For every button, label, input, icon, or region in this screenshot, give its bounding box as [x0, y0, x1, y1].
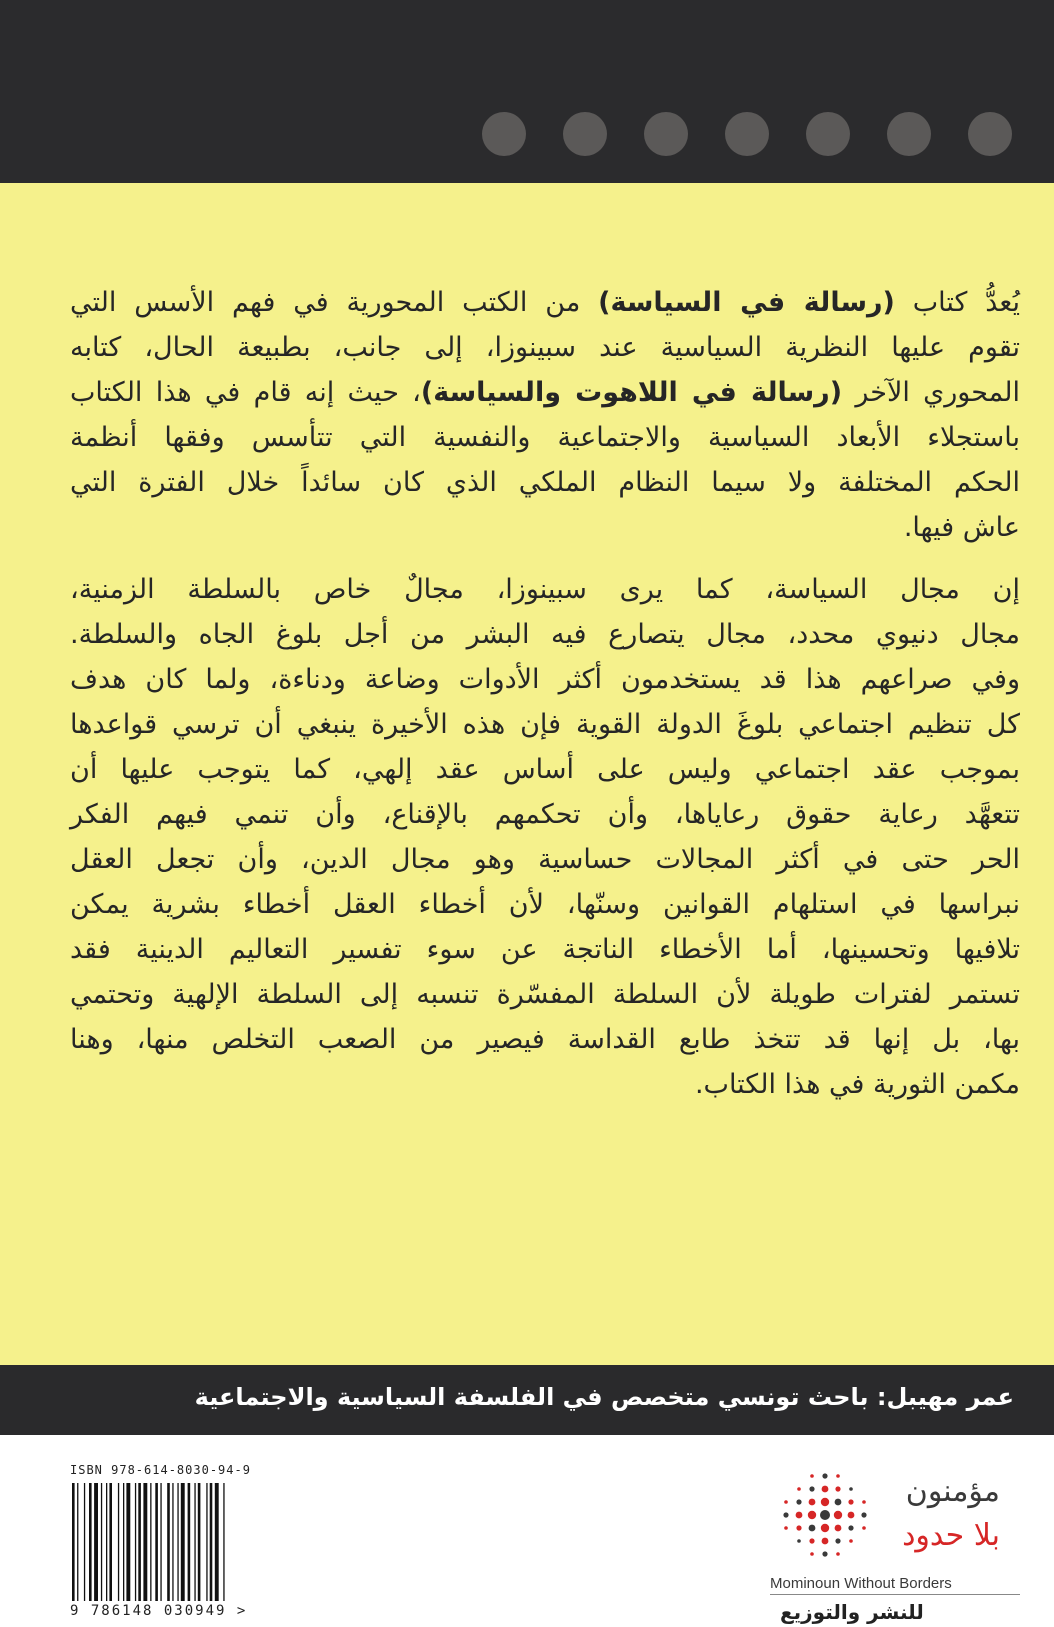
logo-dot — [808, 1511, 816, 1519]
barcode-bar — [84, 1483, 85, 1601]
logo-dot — [796, 1525, 801, 1530]
barcode-bar — [123, 1483, 124, 1601]
decorative-dot — [806, 112, 850, 156]
isbn-label: ISBN 978-614-8030-94-9 — [70, 1463, 251, 1477]
blurb-text — [70, 280, 1020, 1107]
text-line: نبراسها في استلهام القوانين وسنّها، لأن أخطاء العقل أخطاء بشرية يمكن — [70, 889, 1020, 920]
barcode-bar — [72, 1483, 75, 1601]
publisher-logo-block — [770, 1460, 1020, 1625]
barcode-bar — [109, 1483, 112, 1601]
text-line: إن مجال السياسة، كما يرى سبينوزا، مجالٌ خاص بالسلطة الزمنية، — [70, 574, 1020, 605]
book-title-treatise-politics: (رسالة في السياسة) — [598, 287, 895, 318]
logo-dot — [835, 1538, 840, 1543]
logo-dot — [848, 1512, 855, 1519]
text-segment: من الكتب المحورية في فهم الأسس التي — [70, 287, 599, 318]
barcode-bar — [150, 1483, 151, 1601]
text-line — [70, 370, 1020, 415]
text-line: بموجب عقد اجتماعي وليس على أساس عقد إلهي، كما يتوجب عليها أن — [70, 754, 1020, 785]
logo-dot — [849, 1487, 853, 1491]
text-line: وفي صراعهم هذا قد يستخدمون أكثر الأدوات وضاعة ودناءة، ولما كان هدف — [70, 664, 1020, 695]
text-line — [70, 280, 1020, 325]
logo-dot — [784, 1526, 788, 1530]
logo-dot — [861, 1512, 866, 1517]
publisher-name-line1: مؤمنون — [905, 1474, 1000, 1509]
barcode-bar — [206, 1483, 207, 1601]
barcode-digits: 9 786148 030949 > — [70, 1603, 248, 1619]
logo-dot — [862, 1526, 866, 1530]
logo-dot — [834, 1511, 842, 1519]
paragraph-1 — [70, 280, 1020, 550]
logo-dot — [848, 1525, 853, 1530]
publisher-distribution-label: للنشر والتوزيع — [780, 1600, 924, 1624]
logo-dot — [835, 1525, 842, 1532]
logo-dot — [784, 1500, 788, 1504]
logo-dot — [822, 1486, 829, 1493]
text-line: الحر حتى في أكثر المجالات حساسية وهو مجال الدين، وأن تجعل العقل — [70, 844, 1020, 875]
logo-dot — [821, 1498, 829, 1506]
logo-dot — [835, 1486, 840, 1491]
logo-dot — [809, 1486, 814, 1491]
barcode-bar — [172, 1483, 173, 1601]
publisher-latin-name: Mominoun Without Borders — [770, 1575, 1020, 1595]
logo-dot — [797, 1487, 801, 1491]
barcode-bar — [77, 1483, 78, 1601]
paragraph-2 — [70, 567, 1020, 1107]
barcode-bar — [118, 1483, 119, 1601]
barcode-bar — [181, 1483, 185, 1601]
text-line: تتعهَّد رعاية حقوق رعاياها، وأن تحكمهم بالإقناع، وأن تنمي فيهم الفكر — [70, 799, 1020, 830]
logo-dot — [835, 1499, 842, 1506]
author-bio: عمر مهيبل: باحث تونسي متخصص في الفلسفة السياسية والاجتماعية — [194, 1383, 1014, 1411]
barcode-bar — [210, 1483, 213, 1601]
decorative-dot — [563, 112, 607, 156]
logo-dot — [809, 1525, 816, 1532]
barcode-bar — [101, 1483, 102, 1601]
logo-dot — [822, 1473, 827, 1478]
text-line: تلافيها وتحسينها، أما الأخطاء الناتجة عن سوء تفسير التعاليم الدينية فقد — [70, 934, 1020, 965]
decorative-dots — [482, 112, 1049, 156]
logo-dot — [822, 1551, 827, 1556]
barcode-bar — [126, 1483, 130, 1601]
barcode-bar — [167, 1483, 170, 1601]
publisher-name-line2: بلا حدود — [902, 1518, 1000, 1553]
logo-dot — [797, 1539, 801, 1543]
barcode-bar — [138, 1483, 141, 1601]
logo-dot — [862, 1500, 866, 1504]
barcode-bar — [106, 1483, 107, 1601]
text-line: تقوم عليها النظرية السياسية عند سبينوزا، إلى جانب، بطبيعة الحال، كتابه — [70, 332, 1020, 363]
barcode-bar — [155, 1483, 158, 1601]
barcode — [70, 1463, 270, 1623]
logo-dot — [810, 1552, 814, 1556]
logo-dot — [836, 1552, 840, 1556]
logo-dot — [796, 1512, 803, 1519]
barcode-bar — [198, 1483, 201, 1601]
top-dark-band — [0, 0, 1054, 183]
decorative-dot — [725, 112, 769, 156]
decorative-dot — [644, 112, 688, 156]
text-segment: يُعدُّ كتاب — [894, 287, 1020, 318]
logo-dot — [809, 1499, 816, 1506]
logo-dot — [848, 1499, 853, 1504]
barcode-bar — [188, 1483, 191, 1601]
barcode-bar — [94, 1483, 98, 1601]
text-line: مكمن الثورية في هذا الكتاب. — [694, 1069, 1020, 1100]
logo-dot — [810, 1474, 814, 1478]
barcode-bar — [215, 1483, 219, 1601]
text-line: مجال دنيوي محدد، مجال يتصارع فيه البشر من أجل بلوغ الجاه والسلطة. — [70, 619, 1020, 650]
logo-dot — [849, 1539, 853, 1543]
decorative-dot — [887, 112, 931, 156]
logo-dot — [783, 1512, 788, 1517]
barcode-bar — [194, 1483, 195, 1601]
barcode-bars — [70, 1483, 270, 1601]
publisher-dot-logo-icon — [770, 1460, 880, 1570]
logo-dot — [820, 1510, 830, 1520]
text-line: بها، بل إنها قد تتخذ طابع القداسة فيصير من الصعب التخلص منها، وهنا — [70, 1024, 1020, 1055]
text-segment: ، حيث إنه قام في هذا الكتاب — [70, 377, 421, 408]
logo-dot — [822, 1538, 829, 1545]
author-band — [0, 1365, 1054, 1435]
text-segment: المحوري الآخر — [842, 377, 1021, 408]
decorative-dot — [968, 112, 1012, 156]
text-line: الحكم المختلفة ولا سيما النظام الملكي الذي كان سائداً خلال الفترة التي — [70, 467, 1020, 498]
barcode-bar — [135, 1483, 136, 1601]
logo-dot — [821, 1524, 829, 1532]
barcode-bar — [223, 1483, 224, 1601]
logo-dot — [809, 1538, 814, 1543]
decorative-dot — [482, 112, 526, 156]
barcode-bar — [160, 1483, 161, 1601]
logo-dot — [836, 1474, 840, 1478]
book-title-theological-political: (رسالة في اللاهوت والسياسة) — [420, 377, 843, 408]
text-line: باستجلاء الأبعاد السياسية والاجتماعية والنفسية التي تتأسس وفقها أنظمة — [70, 422, 1020, 453]
text-line: كل تنظيم اجتماعي بلوغَ الدولة القوية فإن هذه الأخيرة ينبغي أن ترسي قواعدها — [70, 709, 1020, 740]
text-line: عاش فيها. — [903, 512, 1020, 543]
barcode-bar — [143, 1483, 147, 1601]
text-line: تستمر لفترات طويلة لأن السلطة المفسّرة تنسبه إلى السلطة الإلهية وتحتمي — [70, 979, 1020, 1010]
barcode-bar — [89, 1483, 92, 1601]
barcode-bar — [177, 1483, 178, 1601]
logo-dot — [796, 1499, 801, 1504]
